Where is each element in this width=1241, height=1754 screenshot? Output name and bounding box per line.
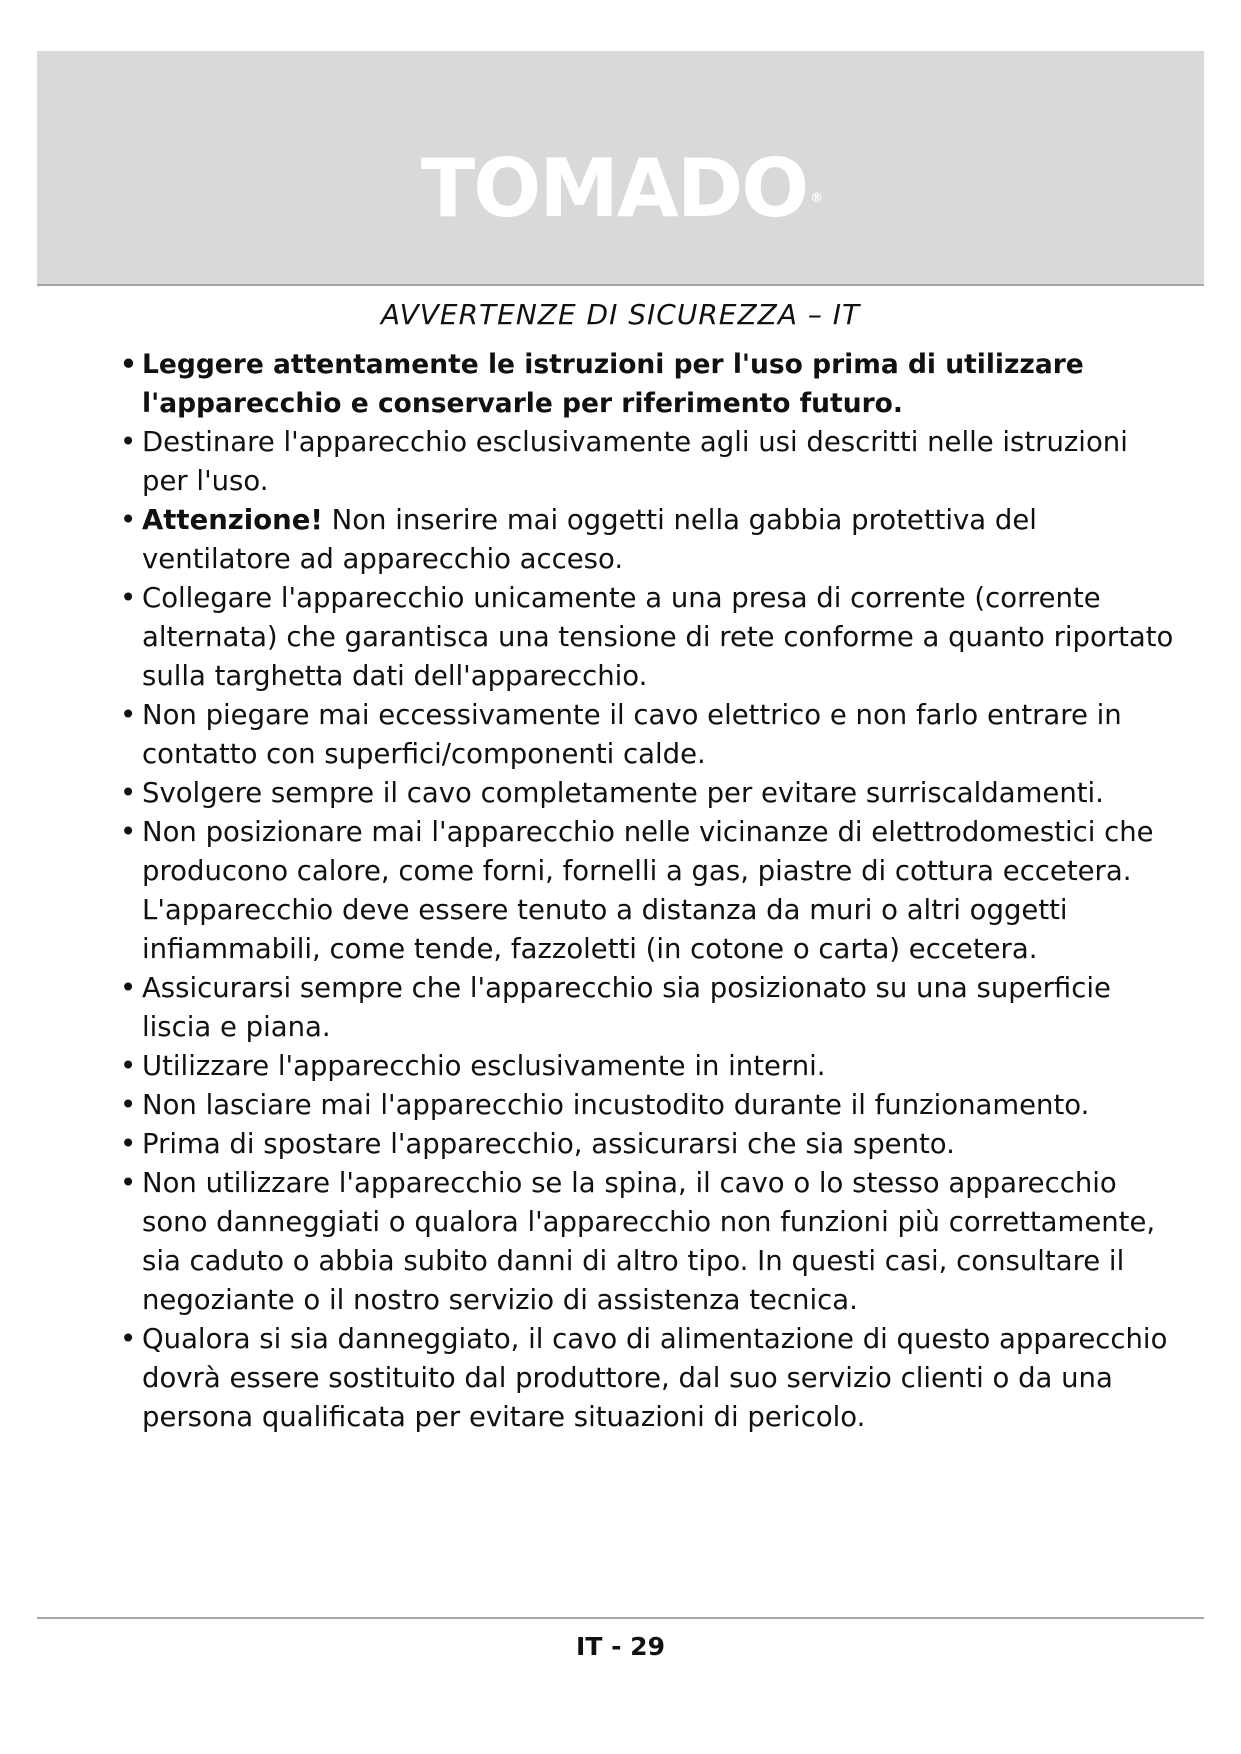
warning-lead: Attenzione!	[142, 504, 323, 536]
warning-text: Non posizionare mai l'apparecchio nelle vicinanze di elettrodomestici che producono calore, come forni, fornelli a gas, piastre di cottura eccetera. L'apparecchio deve essere tenuto a distanza da muri o altri oggetti infiammabili, come tende, fazzoletti (in cotone o carta) eccetera.	[142, 816, 1154, 965]
bullet-glyph: •	[120, 1089, 137, 1121]
warning-text: Utilizzare l'apparecchio esclusivamente in interni.	[142, 1050, 826, 1082]
bullet-glyph: •	[120, 349, 137, 380]
warning-item	[120, 501, 1180, 579]
bullet-glyph: •	[120, 426, 137, 458]
warning-item	[120, 813, 1180, 969]
bullet-glyph: •	[120, 504, 137, 536]
warning-text: Leggere attentamente le istruzioni per l'uso prima di utilizzare l'apparecchio e conservarle per riferimento futuro.	[142, 349, 1084, 419]
warning-item	[120, 696, 1180, 774]
warning-text: Qualora si sia danneggiato, il cavo di alimentazione di questo apparecchio dovrà essere sostituito dal produttore, dal suo servizio clienti o da una persona qualificata per evitare situazioni di pericolo.	[142, 1323, 1168, 1433]
safety-warnings-list	[120, 345, 1180, 1437]
warning-text: Collegare l'apparecchio unicamente a una presa di corrente (corrente alternata) che garantisca una tensione di rete conforme a quanto riportato sulla targhetta dati dell'apparecchio.	[142, 582, 1174, 692]
warning-text: Non lasciare mai l'apparecchio incustodito durante il funzionamento.	[142, 1089, 1090, 1121]
warning-item	[120, 1125, 1180, 1164]
bullet-glyph: •	[120, 816, 137, 848]
bullet-glyph: •	[120, 1050, 137, 1082]
warning-text: Prima di spostare l'apparecchio, assicurarsi che sia spento.	[142, 1128, 955, 1160]
bullet-glyph: •	[120, 1323, 137, 1355]
warning-item	[120, 579, 1180, 696]
warning-item	[120, 1320, 1180, 1437]
warning-text: Non inserire mai oggetti nella gabbia protettiva del ventilatore ad apparecchio acceso.	[142, 504, 1037, 575]
brand-logo	[37, 142, 1204, 235]
warning-item	[120, 1164, 1180, 1320]
warning-text: Non piegare mai eccessivamente il cavo elettrico e non farlo entrare in contatto con superfici/componenti calde.	[142, 699, 1122, 770]
page-number: IT - 29	[576, 1632, 665, 1661]
bullet-glyph: •	[120, 582, 137, 614]
page-title: AVVERTENZE DI SICUREZZA – IT	[380, 298, 861, 331]
warning-item	[120, 774, 1180, 813]
warning-item	[120, 1047, 1180, 1086]
brand-logo-text: TOMADO	[420, 142, 808, 235]
warning-text: Non utilizzare l'apparecchio se la spina, il cavo o lo stesso apparecchio sono danneggiati o qualora l'apparecchio non funzioni più correttamente, sia caduto o abbia subito danni di altro tipo. In questi casi, consultare il negoziante o il nostro servizio di assistenza tecnica.	[142, 1167, 1156, 1316]
bullet-glyph: •	[120, 699, 137, 731]
footer-divider	[37, 1617, 1204, 1619]
bullet-glyph: •	[120, 972, 137, 1004]
header-band	[37, 51, 1204, 286]
warning-item	[120, 423, 1180, 501]
warning-text: Destinare l'apparecchio esclusivamente agli usi descritti nelle istruzioni per l'uso.	[142, 426, 1128, 497]
bullet-glyph: •	[120, 1167, 137, 1199]
warning-item	[120, 345, 1180, 423]
warning-item	[120, 1086, 1180, 1125]
bullet-glyph: •	[120, 1128, 137, 1160]
bullet-glyph: •	[120, 777, 137, 809]
warning-text: Svolgere sempre il cavo completamente per evitare surriscaldamenti.	[142, 777, 1104, 809]
warning-item	[120, 969, 1180, 1047]
warning-text: Assicurarsi sempre che l'apparecchio sia posizionato su una superficie liscia e piana.	[142, 972, 1111, 1043]
registered-mark: ®	[810, 191, 824, 206]
